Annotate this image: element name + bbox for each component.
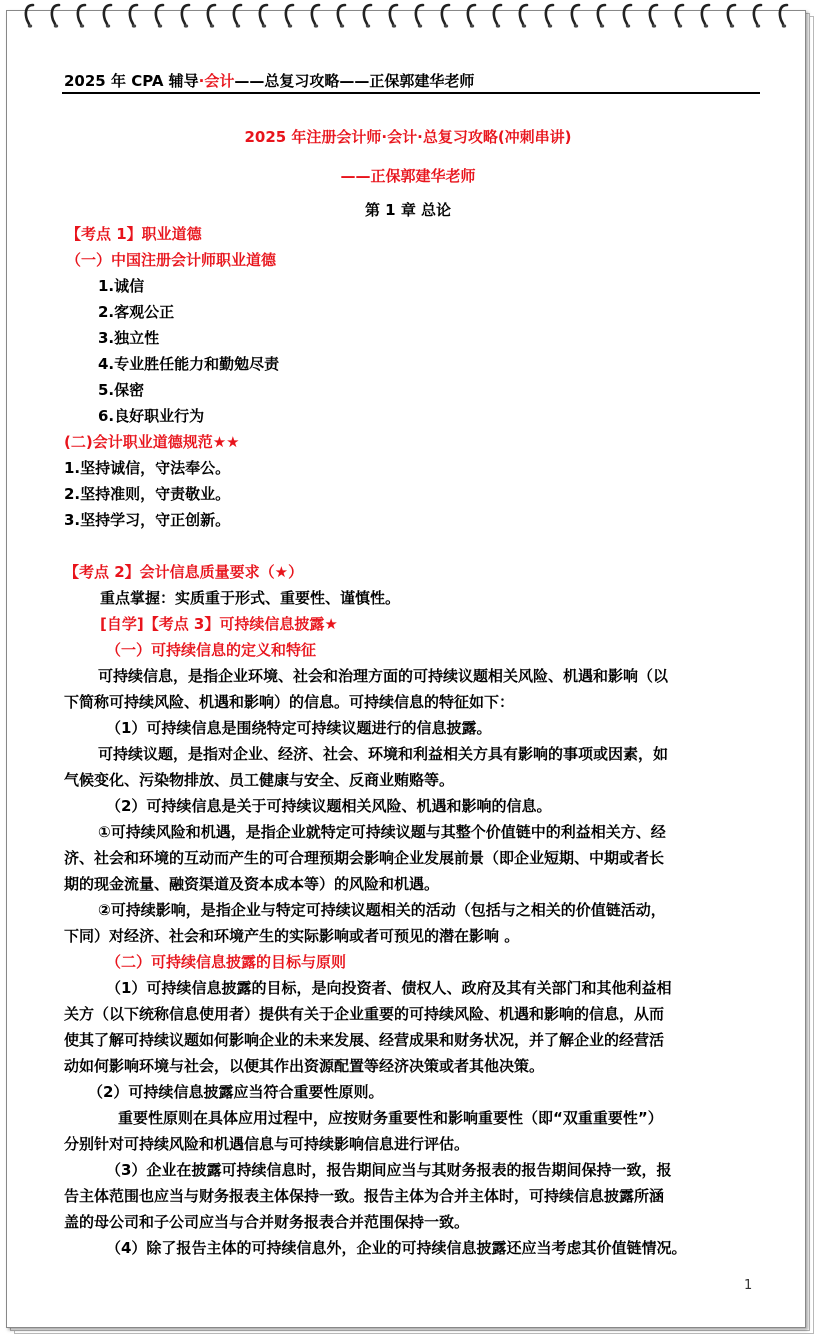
- list-item: 3.坚持学习，守正创新。: [64, 511, 231, 529]
- spiral-ring-icon: [776, 2, 792, 30]
- paragraph-line: 气候变化、污染物排放、员工健康与安全、反商业贿赂等。: [64, 771, 455, 789]
- paragraph-line: （4）除了报告主体的可持续信息外，企业的可持续信息披露还应当考虑其价值链情况。: [106, 1239, 687, 1257]
- list-item: 1.诚信: [98, 277, 145, 295]
- spiral-ring-icon: [100, 2, 116, 30]
- spiral-ring-icon: [464, 2, 480, 30]
- chapter-title: 第 1 章 总论: [364, 201, 452, 219]
- point1-subheading: (二)会计职业道德规范★★: [64, 433, 240, 451]
- paragraph-line: （2）可持续信息是关于可持续议题相关风险、机遇和影响的信息。: [106, 797, 552, 815]
- paragraph-line: ①可持续风险和机遇，是指企业就特定可持续议题与其整个价值链中的利益相关方、经: [98, 823, 666, 841]
- spiral-ring-icon: [360, 2, 376, 30]
- header-suffix: ——总复习攻略——正保郭建华老师: [234, 72, 475, 90]
- paragraph-line: 可持续信息，是指企业环境、社会和治理方面的可持续议题相关风险、机遇和影响（以: [98, 667, 669, 685]
- paragraph-line: （3）企业在披露可持续信息时，报告期间应当与其财务报表的报告期间保持一致，报: [106, 1161, 672, 1179]
- spiral-ring-icon: [672, 2, 688, 30]
- list-item: 5.保密: [98, 381, 145, 399]
- paragraph-line: 分别针对可持续风险和机遇信息与可持续影响信息进行评估。: [64, 1135, 470, 1153]
- list-item: 3.独立性: [98, 329, 160, 347]
- list-item: 2.客观公正: [98, 303, 175, 321]
- paragraph-line: 济、社会和环境的互动而产生的可合理预期会影响企业发展前景（即企业短期、中期或者长: [64, 849, 665, 867]
- paragraph-line: 下简称可持续风险、机遇和影响）的信息。可持续信息的特征如下：: [64, 693, 515, 711]
- spiral-ring-icon: [256, 2, 272, 30]
- spiral-ring-icon: [152, 2, 168, 30]
- paragraph-line: 期的现金流量、融资渠道及资本成本等）的风险和机遇。: [64, 875, 440, 893]
- header-subject: ·会计: [198, 72, 235, 90]
- spiral-ring-icon: [74, 2, 90, 30]
- paragraph-line: 重要性原则在具体应用过程中，应按财务重要性和影响重要性（即“双重重要性”）: [118, 1109, 663, 1127]
- spiral-ring-icon: [542, 2, 558, 30]
- paragraph-line: 动如何影响环境与社会，以便其作出资源配置等经济决策或者其他决策。: [64, 1057, 545, 1075]
- spiral-ring-icon: [48, 2, 64, 30]
- spiral-ring-icon: [750, 2, 766, 30]
- spiral-ring-icon: [230, 2, 246, 30]
- spiral-ring-icon: [698, 2, 714, 30]
- point2-heading: 【考点 2】会计信息质量要求（★）: [64, 563, 304, 581]
- spiral-ring-icon: [568, 2, 584, 30]
- spiral-ring-icon: [438, 2, 454, 30]
- list-item: 6.良好职业行为: [98, 407, 205, 425]
- paragraph-line: 关方（以下统称信息使用者）提供有关于企业重要的可持续风险、机遇和影响的信息，从而: [64, 1005, 665, 1023]
- paragraph-line: 盖的母公司和子公司应当与合并财务报表合并范围保持一致。: [64, 1213, 470, 1231]
- paragraph-line: （1）可持续信息是围绕特定可持续议题进行的信息披露。: [106, 719, 492, 737]
- spiral-ring-icon: [412, 2, 428, 30]
- paragraph-line: 告主体范围也应当与财务报表主体保持一致。报告主体为合并主体时，可持续信息披露所涵: [64, 1187, 665, 1205]
- spiral-ring-icon: [282, 2, 298, 30]
- doc-author: ——正保郭建华老师: [340, 167, 476, 185]
- point2-key: 重点掌握：实质重于形式、重要性、谨慎性。: [100, 589, 401, 607]
- point3-heading: [自学]【考点 3】可持续信息披露★: [100, 615, 338, 633]
- list-item: 2.坚持准则，守责敬业。: [64, 485, 231, 503]
- point1-heading: 【考点 1】职业道德: [66, 225, 202, 243]
- spiral-binding: [0, 0, 816, 34]
- spiral-ring-icon: [516, 2, 532, 30]
- paragraph-line: （2）可持续信息披露应当符合重要性原则。: [88, 1083, 384, 1101]
- doc-title: 2025 年注册会计师·会计·总复习攻略(冲刺串讲): [244, 128, 572, 146]
- spiral-ring-icon: [178, 2, 194, 30]
- header-rule: [62, 92, 760, 94]
- spiral-ring-icon: [22, 2, 38, 30]
- paragraph-line: ②可持续影响，是指企业与特定可持续议题相关的活动（包括与之相关的价值链活动，: [98, 901, 666, 919]
- paragraph-line: 下同）对经济、社会和环境产生的实际影响或者可预见的潜在影响 。: [64, 927, 520, 945]
- paragraph-line: 可持续议题，是指对企业、经济、社会、环境和利益相关方具有影响的事项或因素，如: [98, 745, 669, 763]
- list-item: 1.坚持诚信，守法奉公。: [64, 459, 231, 477]
- spiral-ring-icon: [334, 2, 350, 30]
- spiral-ring-icon: [308, 2, 324, 30]
- header-prefix: 2025 年 CPA 辅导: [64, 72, 199, 90]
- paragraph-line: 使其了解可持续议题如何影响企业的未来发展、经营成果和财务状况，并了解企业的经营活: [64, 1031, 665, 1049]
- spiral-ring-icon: [386, 2, 402, 30]
- spiral-ring-icon: [126, 2, 142, 30]
- spiral-ring-icon: [204, 2, 220, 30]
- running-header: [64, 70, 474, 91]
- spiral-ring-icon: [724, 2, 740, 30]
- spiral-ring-icon: [490, 2, 506, 30]
- spiral-ring-icon: [646, 2, 662, 30]
- page-number: 1: [744, 1278, 753, 1293]
- spiral-ring-icon: [594, 2, 610, 30]
- point3-subheading: （一）可持续信息的定义和特征: [106, 641, 317, 659]
- list-item: 4.专业胜任能力和勤勉尽责: [98, 355, 280, 373]
- spiral-ring-icon: [620, 2, 636, 30]
- point3-subheading: （二）可持续信息披露的目标与原则: [106, 953, 347, 971]
- paragraph-line: （1）可持续信息披露的目标，是向投资者、债权人、政府及其有关部门和其他利益相: [106, 979, 672, 997]
- point1-subheading: （一）中国注册会计师职业道德: [66, 251, 277, 269]
